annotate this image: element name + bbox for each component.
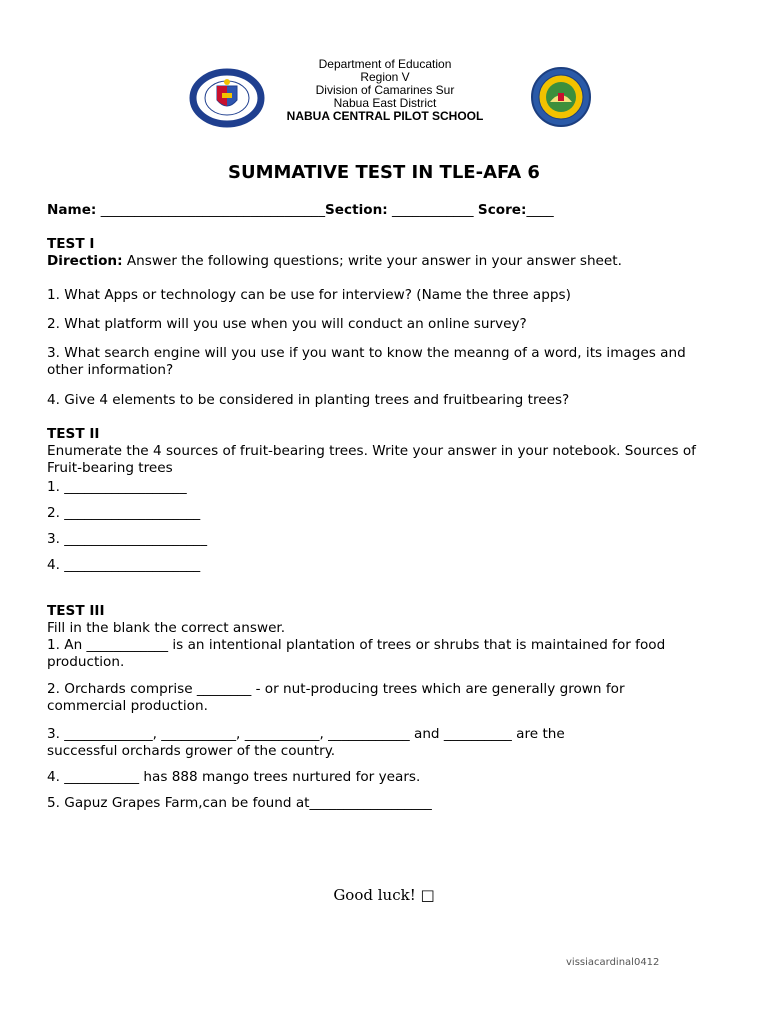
test1-heading: TEST I: [47, 236, 95, 252]
direction-label: Direction:: [47, 253, 123, 269]
section-label: Section:: [325, 202, 388, 218]
deped-seal-logo: [189, 68, 265, 128]
header-school-name: NABUA CENTRAL PILOT SCHOOL: [286, 109, 484, 123]
test1-question: 4. Give 4 elements to be considered in planting trees and fruitbearing trees?: [47, 392, 570, 408]
test1-question: 1. What Apps or technology can be use for interview? (Name the three apps): [47, 287, 571, 303]
test3-question-continued: commercial production.: [47, 698, 208, 714]
test2-item: 3. _____________________: [47, 531, 208, 547]
test3-question-continued: successful orchards grower of the country.: [47, 743, 336, 759]
score-blank: ____: [526, 202, 554, 218]
name-blank: _________________________________: [96, 202, 325, 218]
test3-instruction: Fill in the blank the correct answer.: [47, 620, 286, 636]
test2-instruction-continued: Fruit-bearing trees: [47, 460, 173, 476]
test3-question: 3. _____________, ___________, ___________, ____________ and __________ are the: [47, 726, 565, 742]
name-label: Name:: [47, 202, 97, 218]
test1-question: 2. What platform will you use when you will conduct an online survey?: [47, 316, 527, 332]
direction-text: Answer the following questions; write your answer in your answer sheet.: [122, 253, 622, 269]
test1-question-continued: other information?: [47, 362, 174, 378]
test1-question: 3. What search engine will you use if you want to know the meanng of a word, its images and: [47, 345, 686, 361]
header-department: Department of Education: [318, 57, 452, 71]
test2-item: 4. ____________________: [47, 557, 201, 573]
test3-heading: TEST III: [47, 603, 105, 619]
header-region: Region V: [360, 70, 410, 84]
good-luck-message: Good luck! □: [333, 886, 435, 904]
header-district: Nabua East District: [333, 96, 437, 110]
section-blank: ____________: [387, 202, 478, 218]
test1-direction: [47, 253, 717, 270]
test3-question: 4. ___________ has 888 mango trees nurtured for years.: [47, 769, 421, 785]
student-info-line: [47, 202, 717, 219]
header-division: Division of Camarines Sur: [315, 83, 455, 97]
test2-item: 2. ____________________: [47, 505, 201, 521]
school-seal-logo: [530, 66, 592, 128]
test3-question: 5. Gapuz Grapes Farm,can be found at__________________: [47, 795, 432, 811]
page-title: SUMMATIVE TEST IN TLE-AFA 6: [228, 162, 540, 183]
test2-instruction: Enumerate the 4 sources of fruit-bearing trees. Write your answer in your notebook. Sources of: [47, 443, 696, 459]
test3-question-continued: production.: [47, 654, 125, 670]
test2-item: 1. __________________: [47, 479, 187, 495]
test3-question: 2. Orchards comprise ________ - or nut-producing trees which are generally grown for: [47, 681, 625, 697]
test3-question: 1. An ____________ is an intentional plantation of trees or shrubs that is maintained for food: [47, 637, 666, 653]
footer-watermark: vissiacardinal0412: [566, 957, 660, 968]
test2-heading: TEST II: [47, 426, 100, 442]
score-label: Score:: [477, 202, 527, 218]
